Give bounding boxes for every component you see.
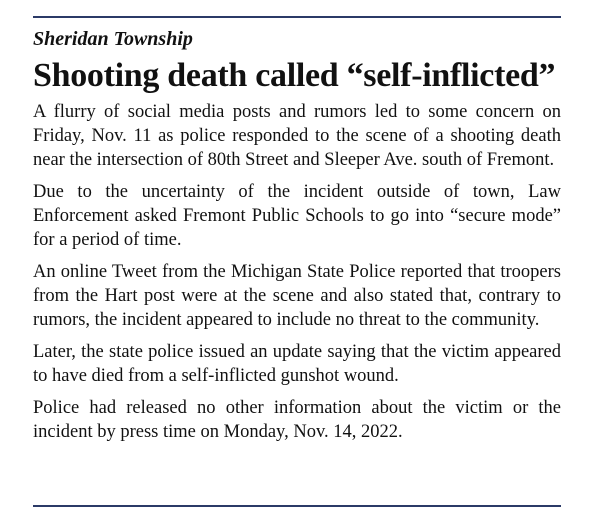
article-paragraph-4: Later, the state police issued an update saying that the victim appeared to have died from a self-inflicted gunshot wound. — [33, 342, 561, 386]
article-paragraph-5: Police had released no other information about the victim or the incident by press time on Monday, Nov. 14, 2022. — [33, 398, 561, 442]
article-paragraph-2: Due to the uncertainty of the incident outside of town, Law Enforcement asked Fremont Public Schools to go into “secure mode” for a period of time. — [33, 182, 561, 250]
article-headline: Shooting death called “self-inflicted” — [33, 57, 556, 94]
top-rule — [33, 16, 561, 18]
bottom-rule — [33, 505, 561, 507]
article-paragraph-3: An online Tweet from the Michigan State Police reported that troopers from the Hart post were at the scene and also stated that, contrary to rumors, the incident appeared to include no threat to the community. — [33, 262, 561, 330]
news-article — [33, 22, 561, 444]
article-paragraph-1: A flurry of social media posts and rumors led to some concern on Friday, Nov. 11 as police responded to the scene of a shooting death near the intersection of 80th Street and Sleeper Ave. south of Fremont. — [33, 102, 561, 170]
article-kicker: Sheridan Township — [33, 28, 193, 50]
